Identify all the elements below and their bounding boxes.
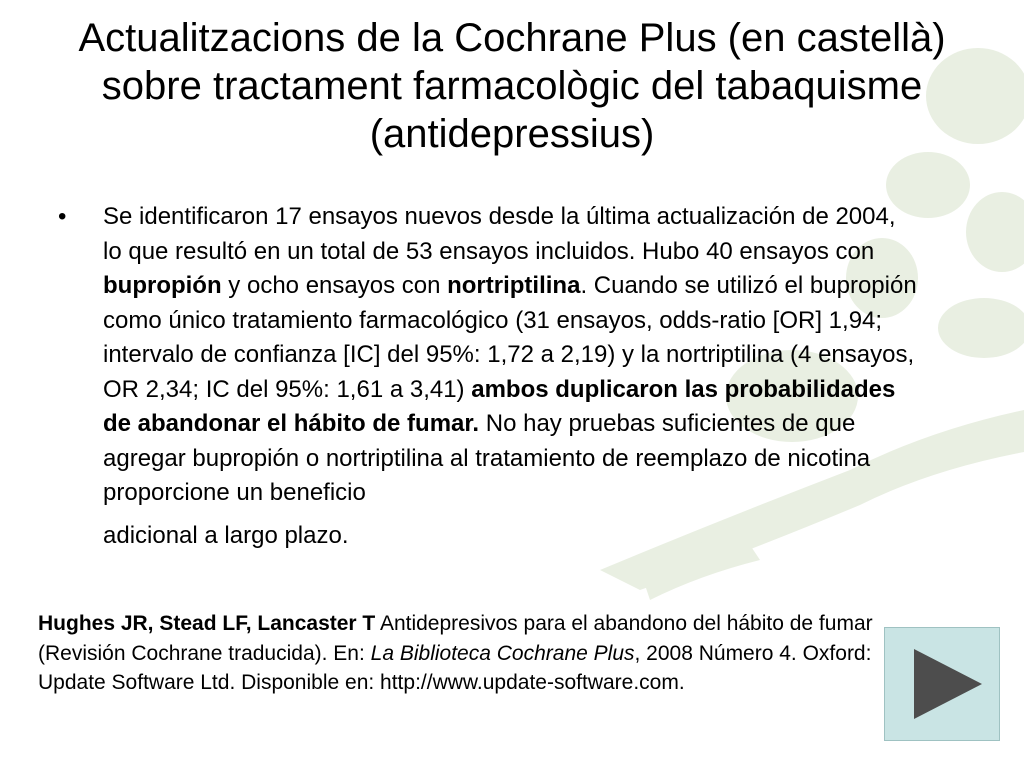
citation-text: , 2008 Número 4. Oxford: Update Software Ltd. Disponible en: http://www.update-software.com. [38,641,872,694]
next-slide-button[interactable] [884,627,1000,741]
citation-text: Antidepresivos para el abandono del hábito de fumar (Revisión Cochrane traducida). En: [38,612,873,665]
slide-title: Actualitzacions de la Cochrane Plus (en castellà) sobre tractament farmacològic del tabaquisme (antidepressius) [78,16,946,156]
reference-citation [38,609,878,698]
play-triangle-icon [914,649,982,719]
body-text-last-line: adicional a largo plazo. [103,521,349,549]
watermark-leaf [938,298,1024,358]
body-text: Se identificaron 17 ensayos nuevos desde la última actualización de 2004, lo que resultó en un total de 53 ensayos incluidos. Hubo 40 ensayos con [103,203,896,265]
body-text: y ocho ensayos con [221,272,448,299]
body-text: No hay pruebas suficientes de que agregar bupropión o nortriptilina al tratamiento de reemplazo de nicotina proporcione un beneficio [103,410,871,506]
bullet-marker: • [58,203,67,230]
bullet-text [103,200,918,553]
body-text: . Cuando se utilizó el bupropión como único tratamiento farmacológico (31 ensayos, odds-ratio [OR] 1,94; intervalo de confianza [IC] del 95%: 1,72 a 2,19) y la nortriptilina (4 ensayos, OR 2,34; IC del 95%: 1,61 a 3,41) [103,272,917,403]
term-nortriptilina: nortriptilina [447,272,581,299]
watermark-leaf [966,192,1024,272]
citation-journal: La Biblioteca Cochrane Plus [370,641,635,665]
emphasis-conclusion: ambos duplicaron las probabilidades de abandonar el hábito de fumar. [103,375,896,437]
term-bupropion: bupropión [103,272,222,299]
bullet-item [58,200,918,553]
citation-authors: Hughes JR, Stead LF, Lancaster T [38,612,376,635]
